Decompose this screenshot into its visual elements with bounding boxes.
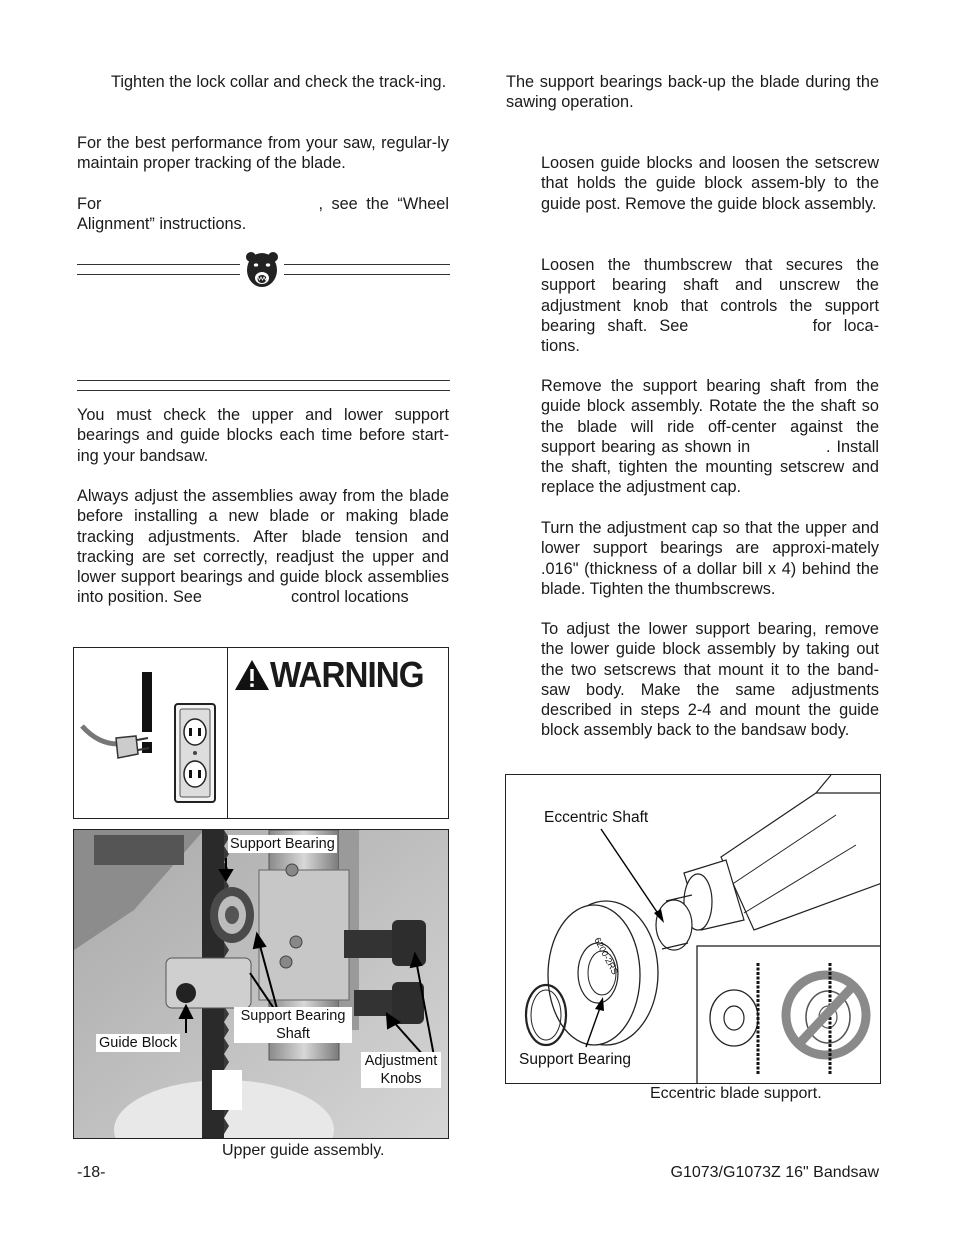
step-2-text-start: Loosen the thumbscrew that secures the support bearing shaft and unscrew the adjustment knob that controls the support bearing shaft. See — [541, 256, 879, 335]
label-support-bearing-right: Support Bearing — [519, 1051, 632, 1068]
tracking-maintenance-paragraph: For the best performance from your saw, regular-ly maintain proper tracking of the blade. — [77, 134, 449, 173]
step-3-text — [541, 376, 879, 498]
wheel-alignment-ref-end: , see the “Wheel Alignment” instructions. — [77, 195, 449, 234]
divider-line-right-2 — [284, 274, 450, 275]
guide-assembly-illustration — [74, 830, 449, 1139]
warning-box-divider — [227, 648, 228, 818]
step-4-text: Turn the adjustment cap so that the upper and lower support bearings are approxi-mately .016" (thickness of a dollar bill x 4) behind the blade. Tighten the thumbscrews. — [541, 519, 879, 598]
step-3-text-end: . Install the shaft, tighten the mounting setscrew and replace the adjustment cap. — [541, 437, 879, 497]
step-2-text — [541, 255, 879, 356]
unplug-power-cord-icon — [80, 666, 220, 806]
adjust-assemblies-paragraph — [77, 486, 449, 608]
adjust-assemblies-text-start: Always adjust the assemblies away from the blade before installing a new blade or making blade tracking adjustments. After blade tension and tracking are set correctly, readjust the upper and lower support bearings and guide block assemblies into position. See — [77, 487, 449, 607]
tracking-final-step: Tighten the lock collar and check the track-ing. — [111, 73, 447, 91]
bearing-check-paragraph: You must check the upper and lower support bearings and guide blocks each time before start-ing your bandsaw. — [77, 406, 449, 465]
adjust-assemblies-text-end: control locations — [290, 588, 409, 607]
label-guide-block: Guide Block — [96, 1034, 180, 1052]
step-5-text: To adjust the lower support bearing, remove the lower guide block assembly by taking out the two setscrews that mount it to the band-saw body. Make the same adjustments described in steps 2-4 and mount the guide block assembly back to the bandsaw body. — [541, 620, 879, 740]
page-number: -18- — [77, 1164, 106, 1181]
label-support-bearing-shaft: Support Bearing Shaft — [234, 1007, 352, 1043]
step-3-text-start: Remove the support bearing shaft from the guide block assembly. Rotate the the shaft so the blade will ride off-center against the support bearing as shown in — [541, 377, 879, 456]
section-rule-bottom — [77, 390, 450, 391]
caption-upper-guide-assembly: Upper guide assembly. — [222, 1142, 385, 1159]
divider-line-left — [77, 264, 240, 265]
label-support-bearing: Support Bearing — [230, 836, 335, 852]
section-rule-top — [77, 380, 450, 381]
bearing-part-number: 6200-2RS — [592, 935, 621, 977]
wheel-alignment-reference — [77, 194, 449, 235]
step-2-text-end: for loca-tions. — [541, 316, 879, 356]
warning-header — [234, 654, 437, 696]
warning-triangle-icon — [234, 659, 270, 691]
step-1-text: Loosen guide blocks and loosen the setscrew that holds the guide block assem-bly to the guide post. Remove the guide block assembly. — [541, 154, 879, 213]
upper-guide-assembly-photo — [73, 829, 449, 1139]
label-adjustment-knobs: Adjustment Knobs — [361, 1052, 441, 1088]
support-bearings-intro: The support bearings back-up the blade during the sawing operation. — [506, 73, 879, 112]
warning-label: WARNING — [270, 654, 424, 695]
caption-eccentric-blade-support: Eccentric blade support. — [650, 1085, 822, 1102]
label-eccentric-shaft: Eccentric Shaft — [544, 809, 649, 826]
eccentric-blade-support-figure — [505, 774, 881, 1084]
divider-line-left-2 — [77, 274, 240, 275]
bear-logo-icon — [243, 250, 281, 290]
manual-model-footer: G1073/G1073Z 16" Bandsaw — [670, 1164, 879, 1181]
divider-line-right — [284, 264, 450, 265]
warning-box — [73, 647, 449, 819]
wheel-alignment-ref-start: For — [77, 195, 102, 213]
